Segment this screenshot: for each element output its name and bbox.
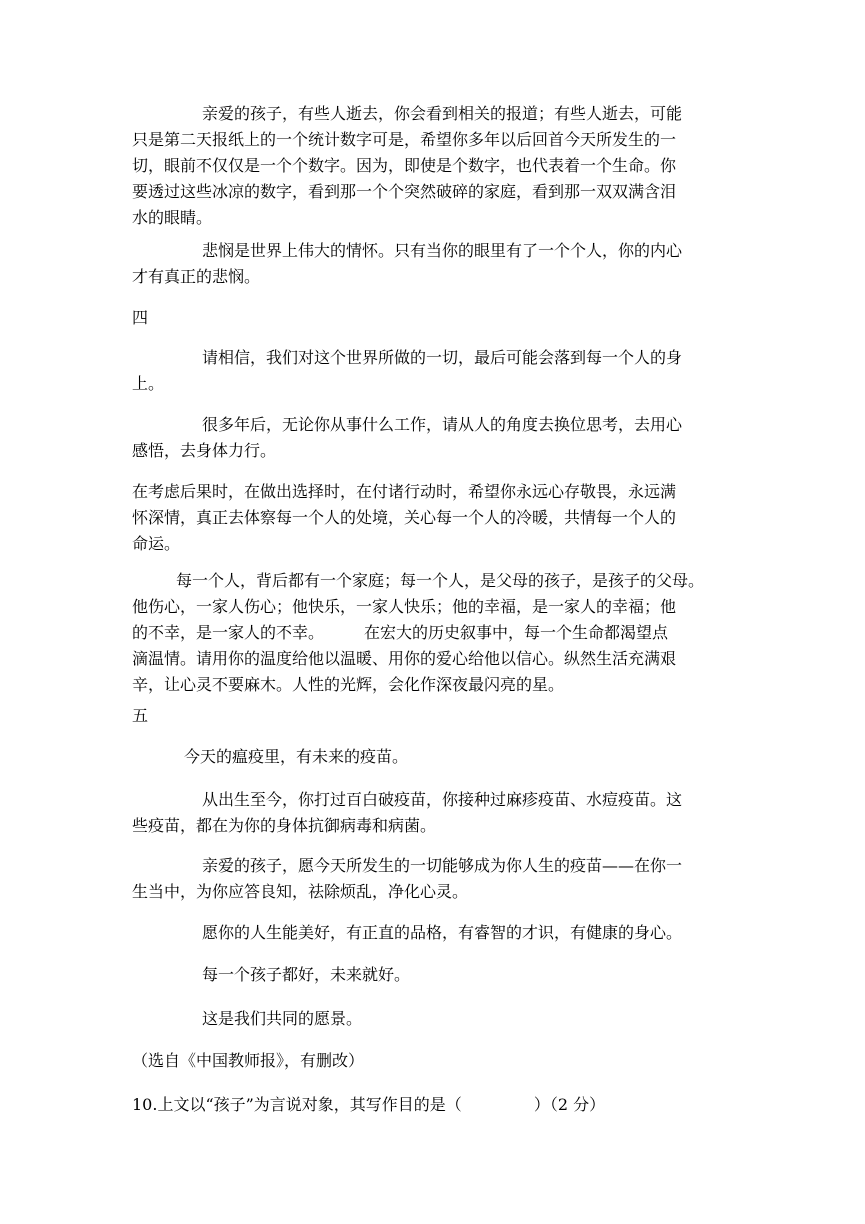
paragraph-6 bbox=[132, 568, 732, 698]
section-heading-5 bbox=[132, 703, 732, 729]
text-fragment: 在宏大的历史叙事中，每一个生命都渴望点 bbox=[364, 623, 669, 642]
text-line: 上。 bbox=[132, 374, 165, 393]
question-text: 10.上文以“孩子”为言说对象，其写作目的是（ bbox=[132, 1095, 462, 1114]
paragraph-9 bbox=[132, 853, 732, 905]
text-line: 只是第二天报纸上的一个统计数字可是，希望你多年以后回首今天所发生的一 bbox=[132, 130, 677, 149]
section-number: 四 bbox=[132, 308, 149, 327]
text-line-split bbox=[132, 620, 732, 646]
text-line: 才有真正的悲悯。 bbox=[132, 267, 261, 286]
text-line: 从出生至今，你打过百白破疫苗，你接种过麻疹疫苗、水痘疫苗。这 bbox=[202, 790, 683, 809]
text-line: 愿你的人生能美好，有正直的品格，有睿智的才识，有健康的身心。 bbox=[202, 923, 683, 942]
paragraph-12 bbox=[132, 1006, 732, 1032]
text-line: 水的眼睛。 bbox=[132, 208, 213, 227]
text-line: 命运。 bbox=[132, 534, 181, 553]
paragraph-1 bbox=[132, 101, 732, 231]
section-heading-4 bbox=[132, 305, 732, 331]
section-number: 五 bbox=[132, 706, 149, 725]
text-line: 每一个人，背后都有一个家庭；每一个人，是父母的孩子，是孩子的父母。 bbox=[176, 571, 705, 590]
paragraph-11 bbox=[132, 962, 732, 988]
text-line: 要透过这些冰凉的数字，看到那一个个突然破碎的家庭，看到那一双双满含泪 bbox=[132, 182, 677, 201]
text-line: 每一个孩子都好，未来就好。 bbox=[202, 965, 411, 984]
text-line: 今天的瘟疫里，有未来的疫苗。 bbox=[184, 747, 409, 766]
paragraph-3 bbox=[132, 345, 732, 397]
text-line: 他伤心，一家人伤心；他快乐，一家人快乐；他的幸福，是一家人的幸福；他 bbox=[132, 597, 677, 616]
paragraph-7 bbox=[132, 744, 732, 770]
question-points: ）（2 分） bbox=[533, 1095, 606, 1114]
text-line: 生当中，为你应答良知，祛除烦乱，净化心灵。 bbox=[132, 882, 469, 901]
text-line: 悲悯是世界上伟大的情怀。只有当你的眼里有了一个个人，你的内心 bbox=[202, 241, 683, 260]
question-10 bbox=[132, 1092, 732, 1118]
text-line: 很多年后，无论你从事什么工作，请从人的角度去换位思考，去用心 bbox=[202, 415, 683, 434]
text-line: 切，眼前不仅仅是一个个数字。因为，即使是个数字，也代表着一个生命。你 bbox=[132, 156, 677, 175]
text-line: 些疫苗，都在为你的身体抗御病毒和病菌。 bbox=[132, 816, 437, 835]
text-fragment: 的不幸，是一家人的不幸。 bbox=[132, 623, 325, 642]
paragraph-8 bbox=[132, 787, 732, 839]
source-citation bbox=[132, 1048, 732, 1074]
text-line: 感悟，去身体力行。 bbox=[132, 441, 277, 460]
source-text: （选自《中国教师报》，有删改） bbox=[132, 1051, 365, 1070]
text-line: 亲爱的孩子，愿今天所发生的一切能够成为你人生的疫苗——在你一 bbox=[202, 856, 683, 875]
text-line: 亲爱的孩子，有些人逝去，你会看到相关的报道；有些人逝去，可能 bbox=[202, 104, 683, 123]
text-line: 怀深情，真正去体察每一个人的处境，关心每一个人的冷暖，共情每一个人的 bbox=[132, 508, 677, 527]
question-line bbox=[132, 1092, 732, 1118]
paragraph-2 bbox=[132, 238, 732, 290]
text-line: 辛，让心灵不要麻木。人性的光辉，会化作深夜最闪亮的星。 bbox=[132, 675, 565, 694]
text-line: 在考虑后果时，在做出选择时，在付诸行动时，希望你永远心存敬畏，永远满 bbox=[132, 482, 677, 501]
paragraph-5 bbox=[132, 479, 732, 557]
text-line: 滴温情。请用你的温度给他以温暖、用你的爱心给他以信心。纵然生活充满艰 bbox=[132, 649, 677, 668]
paragraph-4 bbox=[132, 412, 732, 464]
paragraph-10 bbox=[132, 920, 732, 946]
text-line: 这是我们共同的愿景。 bbox=[202, 1009, 363, 1028]
text-line: 请相信，我们对这个世界所做的一切，最后可能会落到每一个人的身 bbox=[202, 348, 683, 367]
